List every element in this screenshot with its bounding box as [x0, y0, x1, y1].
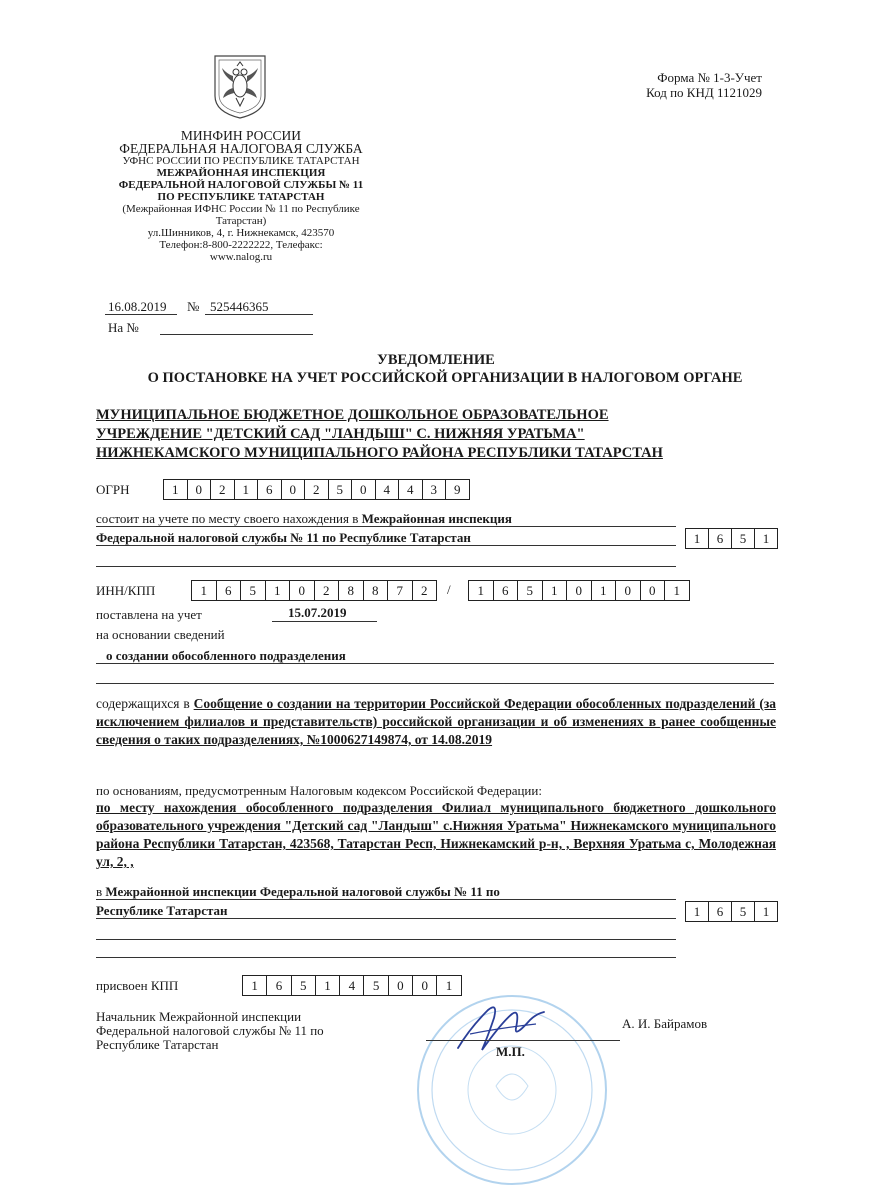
issuer-short-name-2: Татарстан) — [215, 215, 267, 227]
title-line-1: УВЕДОМЛЕНИЕ — [377, 352, 495, 368]
grounds-label: по основаниям, предусмотренным Налоговым кодексом Российской Федерации: — [96, 783, 542, 798]
ogrn-digit: 0 — [352, 479, 376, 500]
ogrn-digit: 4 — [376, 479, 400, 500]
inn-cells — [191, 580, 437, 601]
inspection-name-1: Межрайонной инспекции Федеральной налоговой службы № 11 по — [105, 884, 500, 899]
kpp-digit: 0 — [567, 580, 592, 601]
issuer-inspection-3: ПО РЕСПУБЛИКЕ ТАТАРСТАН — [157, 191, 325, 203]
signer-position-3: Республике Татарстан — [96, 1037, 219, 1052]
ogrn-digit: 2 — [211, 479, 235, 500]
basis-label: на основании сведений — [96, 627, 225, 642]
signer-position — [96, 1010, 324, 1052]
ogrn-digit: 3 — [423, 479, 447, 500]
inn-kpp-separator: / — [447, 582, 451, 597]
ogrn-digit: 1 — [235, 479, 259, 500]
org-name-line-1: МУНИЦИПАЛЬНОЕ БЮДЖЕТНОЕ ДОШКОЛЬНОЕ ОБРАЗОВАТЕЛЬНОЕ — [96, 407, 609, 423]
registration-code-digit: 6 — [709, 528, 732, 549]
ogrn-label: ОГРН — [96, 482, 130, 497]
page-title — [0, 351, 872, 387]
title-line-2: О ПОСТАНОВКЕ НА УЧЕТ РОССИЙСКОЙ ОРГАНИЗАЦИИ В НАЛОГОВОМ ОРГАНЕ — [147, 370, 743, 386]
grounds-text: по месту нахождения обособленного подразделения Филиал муниципального бюджетного дошкольного образовательного учреждения "Детский сад "Ландыш" с.Нижняя Уратьма" Нижнекамского муниципального района Республики Татарстан, 423568, Татарстан Респ, Нижнекамский р-н, , Верхняя Уратьма с, Молодежная ул, 2, , — [96, 800, 776, 869]
assigned-kpp-label: присвоен КПП — [96, 978, 179, 993]
inn-digit: 2 — [413, 580, 438, 601]
registration-text — [96, 511, 512, 526]
inspection-code-digit: 1 — [755, 901, 778, 922]
kpp-digit: 1 — [469, 580, 494, 601]
ogrn-cells — [163, 479, 470, 500]
registration-authority-2: Федеральной налоговой службы № 11 по Республике Татарстан — [96, 530, 471, 545]
kpp-digit: 6 — [494, 580, 519, 601]
registration-prefix: состоит на учете по месту своего нахождения в — [96, 511, 359, 526]
inn-digit: 7 — [388, 580, 413, 601]
seal-label: М.П. — [496, 1044, 525, 1059]
issuer-ministry: МИНФИН РОССИИ — [180, 128, 302, 143]
registration-authority-1: Межрайонная инспекция — [361, 511, 512, 526]
assigned-kpp-digit: 1 — [316, 975, 340, 996]
inn-digit: 8 — [339, 580, 364, 601]
assigned-kpp-digit: 0 — [389, 975, 413, 996]
ref-re-label: На № — [108, 320, 139, 335]
contained-label: содержащихся в — [96, 696, 190, 711]
registration-code-cells — [685, 528, 778, 549]
inspection-name-2: Республике Татарстан — [96, 903, 228, 918]
kpp-digit: 1 — [592, 580, 617, 601]
knd-code: Код по КНД 1121029 — [646, 85, 762, 100]
registered-label: поставлена на учет — [96, 607, 202, 622]
form-number: Форма № 1-3-Учет — [657, 70, 762, 85]
inn-digit: 5 — [241, 580, 266, 601]
issuer-phone: Телефон:8-800-2222222, Телефакс: — [159, 239, 323, 251]
ogrn-digit: 9 — [446, 479, 470, 500]
state-emblem-icon — [209, 52, 271, 120]
issuer-block — [86, 129, 396, 263]
inspection-code-cells — [685, 901, 778, 922]
ref-no-label: № — [187, 299, 200, 314]
registered-date: 15.07.2019 — [288, 605, 347, 620]
assigned-kpp-digit: 1 — [243, 975, 267, 996]
signer-position-1: Начальник Межрайонной инспекции — [96, 1009, 302, 1024]
ogrn-digit: 1 — [164, 479, 188, 500]
registration-code-digit: 1 — [755, 528, 778, 549]
kpp-digit: 0 — [641, 580, 666, 601]
ogrn-digit: 5 — [329, 479, 353, 500]
inspection-code-digit: 5 — [732, 901, 755, 922]
issuer-website: www.nalog.ru — [209, 251, 273, 263]
kpp-digit: 1 — [543, 580, 568, 601]
org-name — [96, 406, 663, 463]
assigned-kpp-digit: 1 — [437, 975, 461, 996]
assigned-kpp-digit: 5 — [292, 975, 316, 996]
inn-kpp-label: ИНН/КПП — [96, 583, 156, 598]
inn-digit: 0 — [290, 580, 315, 601]
contained-block — [96, 695, 776, 749]
signer-position-2: Федеральной налоговой службы № 11 по — [96, 1023, 324, 1038]
kpp-digit: 0 — [616, 580, 641, 601]
form-info — [562, 70, 762, 100]
kpp-digit: 5 — [518, 580, 543, 601]
registration-code-digit: 5 — [732, 528, 755, 549]
inn-digit: 6 — [217, 580, 242, 601]
ogrn-digit: 6 — [258, 479, 282, 500]
contained-text: Сообщение о создании на территории Российской Федерации обособленных подразделений (за исключением филиалов и представительств) российской организации и об изменениях в ранее сообщенные сведения о таких подразделениях, №1000627149874, от 14.08.2019 — [96, 696, 777, 747]
org-name-line-3: НИЖНЕКАМСКОГО МУНИЦИПАЛЬНОГО РАЙОНА РЕСПУБЛИКИ ТАТАРСТАН — [96, 445, 663, 461]
kpp-cells — [468, 580, 690, 601]
issuer-ufns: УФНС РОССИИ ПО РЕСПУБЛИКЕ ТАТАРСТАН — [122, 155, 360, 167]
assigned-kpp-digit: 5 — [364, 975, 388, 996]
issuer-short-name: (Межрайонная ИФНС России № 11 по Республике — [122, 203, 360, 215]
inn-digit: 2 — [315, 580, 340, 601]
inspection-prefix: в — [96, 884, 103, 899]
issuer-service: ФЕДЕРАЛЬНАЯ НАЛОГОВАЯ СЛУЖБА — [119, 141, 363, 156]
inn-digit: 1 — [266, 580, 291, 601]
registration-code-digit: 1 — [686, 528, 709, 549]
issuer-inspection: МЕЖРАЙОННАЯ ИНСПЕКЦИЯ — [156, 167, 326, 179]
basis-value: о создании обособленного подразделения — [106, 648, 346, 663]
inn-digit: 8 — [364, 580, 389, 601]
inn-digit: 1 — [192, 580, 217, 601]
ogrn-digit: 0 — [188, 479, 212, 500]
inspection-code-digit: 6 — [709, 901, 732, 922]
inspection-line-1 — [96, 884, 500, 899]
ogrn-digit: 0 — [282, 479, 306, 500]
assigned-kpp-digit: 0 — [413, 975, 437, 996]
kpp-digit: 1 — [665, 580, 690, 601]
org-name-line-2: УЧРЕЖДЕНИЕ "ДЕТСКИЙ САД "ЛАНДЫШ" С. НИЖНЯЯ УРАТЬМА" — [96, 426, 585, 442]
ref-number: 525446365 — [210, 299, 269, 314]
issuer-inspection-2: ФЕДЕРАЛЬНОЙ НАЛОГОВОЙ СЛУЖБЫ № 11 — [118, 179, 364, 191]
signer-name: А. И. Байрамов — [622, 1016, 708, 1031]
inspection-code-digit: 1 — [686, 901, 709, 922]
assigned-kpp-digit: 4 — [340, 975, 364, 996]
ogrn-digit: 4 — [399, 479, 423, 500]
ogrn-digit: 2 — [305, 479, 329, 500]
issuer-address: ул.Шинников, 4, г. Нижнекамск, 423570 — [147, 227, 335, 239]
assigned-kpp-digit: 6 — [267, 975, 291, 996]
ref-date: 16.08.2019 — [108, 299, 167, 314]
